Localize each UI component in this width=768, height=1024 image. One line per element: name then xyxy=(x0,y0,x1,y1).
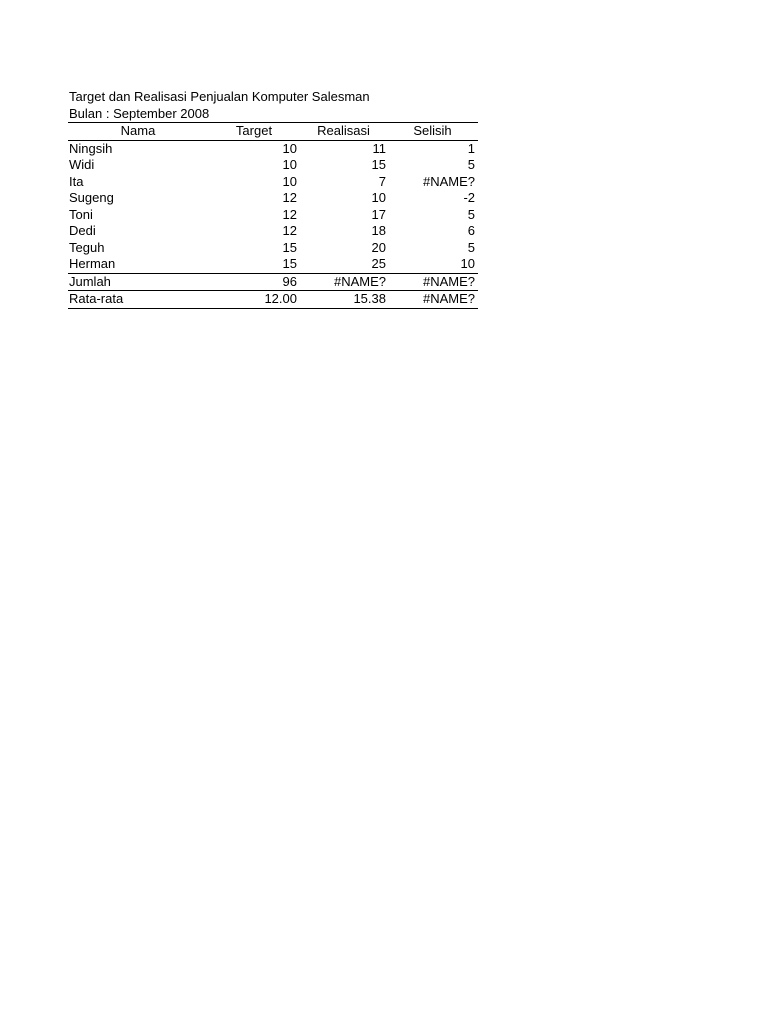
header-selisih: Selisih xyxy=(413,123,452,138)
table-row xyxy=(68,190,478,207)
cell-nama: Sugeng xyxy=(69,190,114,205)
cell-nama: Ningsih xyxy=(69,140,113,156)
average-row xyxy=(68,291,478,309)
cell-realisasi: 10 xyxy=(371,190,386,205)
total-selisih: #NAME? xyxy=(422,273,475,289)
cell-target: 12 xyxy=(282,223,297,238)
cell-selisih: 5 xyxy=(467,239,475,255)
cell-selisih: 1 xyxy=(467,140,475,156)
cell-realisasi: 7 xyxy=(378,173,386,189)
total-target: 96 xyxy=(282,273,297,289)
document-subtitle: Bulan : September 2008 xyxy=(69,105,210,121)
table-row xyxy=(68,157,478,174)
cell-target: 10 xyxy=(282,173,297,189)
total-row xyxy=(68,273,478,291)
cell-realisasi: 11 xyxy=(372,140,386,156)
cell-selisih: #NAME? xyxy=(422,173,475,189)
cell-selisih: -2 xyxy=(463,190,475,205)
cell-realisasi: 20 xyxy=(371,239,386,255)
cell-selisih: 5 xyxy=(467,157,475,172)
cell-target: 10 xyxy=(282,140,297,156)
cell-target: 15 xyxy=(282,239,297,255)
table-row xyxy=(68,240,478,257)
document-title: Target dan Realisasi Penjualan Komputer Salesman xyxy=(69,89,370,104)
average-realisasi: 15.38 xyxy=(353,291,386,306)
table-row xyxy=(68,256,478,273)
table-row xyxy=(68,223,478,240)
cell-target: 12 xyxy=(282,190,297,205)
cell-target: 15 xyxy=(282,256,297,271)
table-row xyxy=(68,174,478,191)
average-label: Rata-rata xyxy=(69,291,124,306)
average-selisih: #NAME? xyxy=(422,291,475,306)
cell-selisih: 6 xyxy=(467,223,475,238)
cell-nama: Widi xyxy=(69,157,95,172)
cell-realisasi: 25 xyxy=(371,256,386,271)
cell-nama: Herman xyxy=(69,256,116,271)
total-realisasi: #NAME? xyxy=(333,273,386,289)
cell-realisasi: 18 xyxy=(371,223,386,238)
cell-nama: Dedi xyxy=(69,223,96,238)
average-target: 12.00 xyxy=(264,291,297,306)
table-row xyxy=(68,207,478,224)
total-label: Jumlah xyxy=(69,273,111,289)
table-row xyxy=(68,140,478,157)
cell-selisih: 10 xyxy=(460,256,475,271)
header-realisasi: Realisasi xyxy=(317,123,370,138)
cell-nama: Ita xyxy=(69,173,84,189)
cell-nama: Teguh xyxy=(69,239,105,255)
sales-table xyxy=(68,122,478,309)
cell-target: 10 xyxy=(282,157,297,172)
header-nama: Nama xyxy=(120,123,156,138)
spreadsheet-page xyxy=(68,89,478,309)
cell-realisasi: 15 xyxy=(371,157,386,172)
header-target: Target xyxy=(235,123,273,138)
header-row xyxy=(68,123,478,141)
cell-target: 12 xyxy=(282,206,297,222)
cell-selisih: 5 xyxy=(467,206,475,222)
cell-nama: Toni xyxy=(69,206,93,222)
cell-realisasi: 17 xyxy=(371,206,386,222)
